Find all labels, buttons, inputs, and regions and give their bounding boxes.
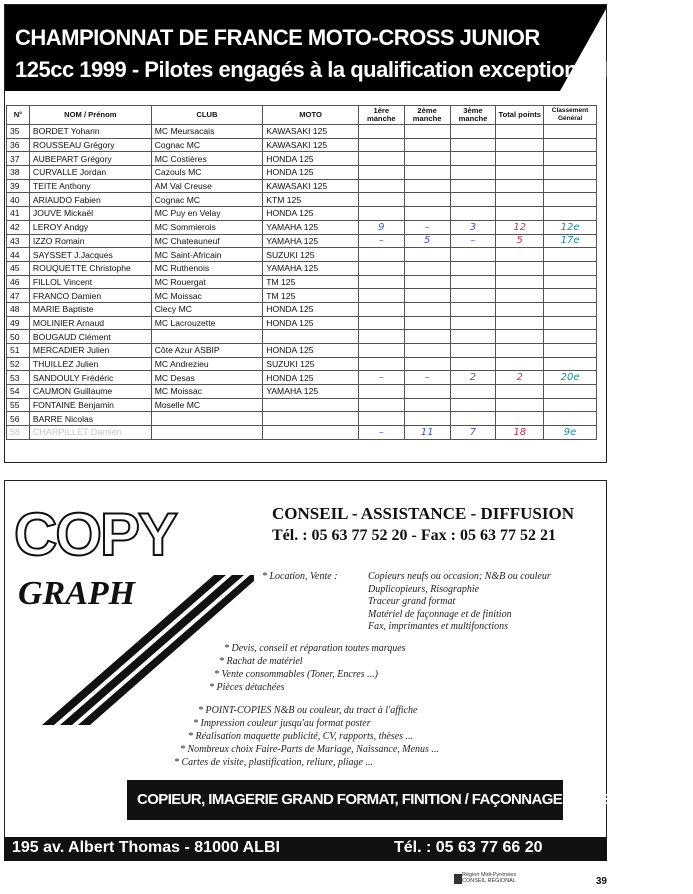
cell-total [496,248,544,262]
cell-manche-2 [404,357,450,371]
cell-manche-2 [404,261,450,275]
ad-footer [4,837,607,861]
cell-manche-2 [404,248,450,262]
cell-moto: HONDA 125 [263,207,359,221]
cell-club: MC Moissac [151,385,263,399]
location-item: Fax, imprimantes et multifonctions [368,621,508,632]
print-service-item: * Réalisation maquette publicité, CV, rapports, thèses ... [188,731,414,742]
cell-club [151,412,263,426]
cell-manche-1 [358,289,404,303]
table-body [7,125,597,440]
cell-manche-2 [404,398,450,412]
cell-total [496,125,544,139]
cell-name: THUILLEZ Julien [29,357,151,371]
cell-moto [263,426,359,440]
location-item: Matériel de façonnage et de finition [368,608,512,620]
cell-manche-3 [450,344,496,358]
cell-total: 5 [496,234,544,248]
cell-manche-1: 9 [358,220,404,234]
table-row [7,125,597,139]
cell-name: BORDET Yohann [29,125,151,139]
cell-manche-1 [358,152,404,166]
cell-classement [544,152,597,166]
ad-tagline: CONSEIL - ASSISTANCE - DIFFUSION [272,504,574,523]
cell-classement [544,412,597,426]
cell-name: ARIAUDO Fabien [29,193,151,207]
table-row [7,385,597,399]
cell-manche-2 [404,179,450,193]
cell-name: ROUQUETTE Christophe [29,261,151,275]
service-item: * Devis, conseil et réparation toutes marques [224,643,406,654]
cell-manche-3 [450,302,496,316]
table-row [7,248,597,262]
cell-total: 2 [496,371,544,385]
cell-name: SANDOULY Frédéric [29,371,151,385]
cell-name: TEITE Anthony [29,179,151,193]
col-header-total: Total points [496,106,544,125]
cell-number: 50 [7,330,30,344]
cell-moto: TM 125 [263,289,359,303]
table-row [7,426,597,440]
title-line-2: 125cc 1999 - Pilotes engagés à la qualification exceptionnelle. [15,57,631,82]
print-service-item: * Cartes de visite, plastification, reliure, pliage ... [174,757,373,768]
cell-classement [544,179,597,193]
cell-moto: SUZUKI 125 [263,357,359,371]
region-name: Région Midi-Pyrénées [462,872,517,878]
cell-manche-1 [358,248,404,262]
cell-name: CAUMON Guillaume [29,385,151,399]
cell-manche-2 [404,316,450,330]
cell-manche-2 [404,152,450,166]
table-row [7,179,597,193]
cell-manche-3: 3 [450,220,496,234]
cell-club: MC Rouergat [151,275,263,289]
cell-manche-1 [358,412,404,426]
cell-number: 36 [7,138,30,152]
cell-number: 52 [7,357,30,371]
cell-manche-1 [358,179,404,193]
cell-moto: KAWASAKI 125 [263,125,359,139]
table-row [7,234,597,248]
cell-classement [544,357,597,371]
location-label: * Location, Vente : [262,571,338,582]
cell-manche-3 [450,179,496,193]
cell-total [496,207,544,221]
location-item: Copieurs neufs ou occasion; N&B ou couleur [368,571,551,582]
cell-manche-3 [450,248,496,262]
cell-manche-2: 11 [404,426,450,440]
cell-name: MARIE Baptiste [29,302,151,316]
table-header-row [7,106,597,125]
cell-moto: HONDA 125 [263,371,359,385]
cell-name: MOLINIER Arnaud [29,316,151,330]
cell-club: AM Val Creuse [151,179,263,193]
cell-classement [544,193,597,207]
cell-name: LEROY Andgy [29,220,151,234]
cell-manche-1 [358,398,404,412]
col-header-club: CLUB [151,106,263,125]
cell-moto: HONDA 125 [263,166,359,180]
region-logo-icon [454,874,462,884]
cell-name: FRANCO Damien [29,289,151,303]
cell-manche-3 [450,275,496,289]
cell-manche-2 [404,166,450,180]
cell-name: SAYSSET J.Jacques [29,248,151,262]
print-service-item: * POINT-COPIES N&B ou couleur, du tract à l'affiche [198,705,418,716]
entrants-table [6,105,597,440]
cell-manche-1 [358,330,404,344]
cell-number: 40 [7,193,30,207]
cell-number: 42 [7,220,30,234]
cell-manche-2 [404,275,450,289]
cell-classement [544,316,597,330]
cell-moto: HONDA 125 [263,316,359,330]
ad-banner [127,780,693,820]
cell-number: 48 [7,302,30,316]
cell-classement [544,261,597,275]
cell-manche-3 [450,357,496,371]
title-line-1: CHAMPIONNAT DE FRANCE MOTO-CROSS JUNIOR [15,25,540,50]
cell-classement [544,398,597,412]
ad-banner-text: COPIEUR, IMAGERIE GRAND FORMAT, FINITION / FAÇONNAGE, CONSOMMABLES [137,791,693,808]
cell-manche-3 [450,330,496,344]
cell-total: 12 [496,220,544,234]
cell-club: Cognac MC [151,138,263,152]
cell-club [151,330,263,344]
cell-classement [544,248,597,262]
cell-classement: 9e [544,426,597,440]
table-row [7,330,597,344]
location-item: Duplicopieurs, Risographie [368,583,480,595]
cell-manche-3 [450,398,496,412]
cell-classement: 17e [544,234,597,248]
cell-club: MC Sommierois [151,220,263,234]
region-credit [462,872,516,884]
table-row [7,152,597,166]
cell-number: 55 [7,398,30,412]
cell-total: 18 [496,426,544,440]
cell-moto: SUZUKI 125 [263,248,359,262]
col-header-moto: MOTO [263,106,359,125]
cell-name: ROUSSEAU Grégory [29,138,151,152]
cell-name: MERCADIER Julien [29,344,151,358]
cell-moto: HONDA 125 [263,152,359,166]
cell-manche-1 [358,275,404,289]
cell-manche-3 [450,193,496,207]
page-number: 39 [595,876,607,887]
cell-moto: YAMAHA 125 [263,234,359,248]
cell-manche-3 [450,207,496,221]
cell-classement [544,207,597,221]
cell-manche-1 [358,344,404,358]
cell-number: 35 [7,125,30,139]
cell-name: FILLOL Vincent [29,275,151,289]
table-row [7,412,597,426]
cell-club: Cazouls MC [151,166,263,180]
cell-number: 39 [7,179,30,193]
cell-club: MC Moissac [151,289,263,303]
cell-total [496,344,544,358]
cell-classement [544,125,597,139]
cell-manche-1 [358,316,404,330]
cell-manche-1: – [358,371,404,385]
cell-manche-2 [404,330,450,344]
cell-club: Moselle MC [151,398,263,412]
cell-total [496,275,544,289]
cell-name: CURVALLE Jordan [29,166,151,180]
cell-classement [544,166,597,180]
cell-club: MC Lacrouzette [151,316,263,330]
col-header-number: N° [7,106,30,125]
cell-manche-3 [450,412,496,426]
cell-number: 49 [7,316,30,330]
service-item: * Pièces détachées [209,682,285,693]
cell-moto [263,330,359,344]
cell-manche-2 [404,138,450,152]
cell-number: 37 [7,152,30,166]
cell-manche-1 [358,138,404,152]
cell-club: MC Desas [151,371,263,385]
cell-manche-1 [358,207,404,221]
cell-number: 56 [7,412,30,426]
location-item: Traceur grand format [368,596,456,607]
cell-number: 53 [7,371,30,385]
cell-name: IZZO Romain [29,234,151,248]
cell-number: 58 [7,426,30,440]
cell-number: 45 [7,261,30,275]
cell-number: 41 [7,207,30,221]
cell-name: AUBEPART Grégory [29,152,151,166]
cell-total [496,193,544,207]
title-banner [5,5,631,91]
cell-total [496,179,544,193]
print-service-item: * Nombreux choix Faire-Parts de Mariage, Naissance, Menus ... [180,744,439,755]
cell-total [496,316,544,330]
cell-moto [263,398,359,412]
cell-manche-2: 5 [404,234,450,248]
cell-manche-1 [358,125,404,139]
cell-total [496,357,544,371]
cell-manche-3 [450,152,496,166]
cell-manche-3 [450,166,496,180]
cell-moto [263,412,359,426]
cell-manche-3 [450,125,496,139]
cell-total [496,289,544,303]
cell-manche-3 [450,138,496,152]
ad-address: 195 av. Albert Thomas - 81000 ALBI [12,839,280,856]
cell-manche-2 [404,344,450,358]
cell-manche-1 [358,193,404,207]
cell-manche-1 [358,261,404,275]
cell-moto: HONDA 125 [263,302,359,316]
cell-club: MC Andrezieu [151,357,263,371]
print-service-item: * Impression couleur jusqu'au format poster [193,718,371,729]
cell-club: MC Ruthenois [151,261,263,275]
cell-moto: KAWASAKI 125 [263,138,359,152]
cell-manche-1: – [358,426,404,440]
table-row [7,357,597,371]
brand-copy-logo: COPY [14,501,177,568]
service-item: * Rachat de matériel [219,656,303,667]
cell-total [496,261,544,275]
cell-manche-2: – [404,220,450,234]
cell-club: MC Chateauneuf [151,234,263,248]
region-council: CONSEIL RÉGIONAL [462,878,516,884]
table-row [7,316,597,330]
cell-manche-2 [404,193,450,207]
cell-club: Côte Azur ASBIP [151,344,263,358]
cell-number: 47 [7,289,30,303]
col-header-manche-1: 1ère manche [358,106,404,125]
cell-moto: KAWASAKI 125 [263,179,359,193]
table-row [7,275,597,289]
cell-club [151,426,263,440]
table-row [7,398,597,412]
cell-total [496,166,544,180]
cell-total [496,330,544,344]
cell-classement [544,289,597,303]
location-items [368,571,551,634]
cell-number: 38 [7,166,30,180]
cell-classement [544,385,597,399]
cell-total [496,138,544,152]
table-row [7,261,597,275]
cell-manche-1 [358,357,404,371]
cell-name: BARRE Nicolas [29,412,151,426]
cell-moto: TM 125 [263,275,359,289]
cell-name: FONTAINE Benjamin [29,398,151,412]
cell-manche-3: – [450,234,496,248]
cell-moto: YAMAHA 125 [263,220,359,234]
cell-manche-3 [450,261,496,275]
cell-manche-1 [358,385,404,399]
cell-club: MC Meursacais [151,125,263,139]
cell-club: MC Saint-Africain [151,248,263,262]
cell-name: BOUGAUD Clément [29,330,151,344]
cell-manche-1 [358,166,404,180]
cell-moto: KTM 125 [263,193,359,207]
cell-club: MC Costières [151,152,263,166]
cell-total [496,152,544,166]
cell-manche-2 [404,125,450,139]
cell-total [496,385,544,399]
cell-classement [544,275,597,289]
cell-number: 54 [7,385,30,399]
cell-number: 44 [7,248,30,262]
cell-manche-2 [404,302,450,316]
cell-moto: YAMAHA 125 [263,261,359,275]
cell-manche-3: 7 [450,426,496,440]
cell-name: CHARPILLET Damien [29,426,151,440]
service-item: * Vente consommables (Toner, Encres ...) [214,669,378,680]
cell-manche-2: – [404,371,450,385]
col-header-classement: Classement Général [544,106,597,125]
cell-manche-2 [404,207,450,221]
table-row [7,289,597,303]
cell-name: JOUVE Mickaël [29,207,151,221]
cell-moto: HONDA 125 [263,344,359,358]
cell-classement: 20e [544,371,597,385]
table-row [7,344,597,358]
brand-graph-logo: GRAPH [18,575,136,612]
cell-classement [544,344,597,358]
table-row [7,207,597,221]
table-row [7,138,597,152]
cell-moto: YAMAHA 125 [263,385,359,399]
table-row [7,220,597,234]
cell-manche-2 [404,385,450,399]
col-header-manche-2: 2ème manche [404,106,450,125]
cell-number: 46 [7,275,30,289]
cell-classement: 12e [544,220,597,234]
cell-manche-2 [404,289,450,303]
cell-manche-1 [358,302,404,316]
table-row [7,193,597,207]
cell-club: Cognac MC [151,193,263,207]
table-row [7,166,597,180]
cell-total [496,398,544,412]
cell-club: MC Puy en Velay [151,207,263,221]
cell-classement [544,330,597,344]
cell-number: 51 [7,344,30,358]
table-row [7,371,597,385]
ad-phone-fax: Tél. : 05 63 77 52 20 - Fax : 05 63 77 52 21 [272,527,556,544]
cell-manche-3 [450,385,496,399]
col-header-name: NOM / Prénom [29,106,151,125]
cell-manche-3: 2 [450,371,496,385]
table-row [7,302,597,316]
col-header-manche-3: 3ème manche [450,106,496,125]
cell-manche-3 [450,316,496,330]
cell-classement [544,302,597,316]
cell-total [496,302,544,316]
cell-manche-2 [404,412,450,426]
cell-number: 43 [7,234,30,248]
cell-manche-3 [450,289,496,303]
cell-total [496,412,544,426]
cell-club: Clecy MC [151,302,263,316]
ad-phone: Tél. : 05 63 77 66 20 [394,839,543,856]
cell-manche-1: – [358,234,404,248]
cell-classement [544,138,597,152]
